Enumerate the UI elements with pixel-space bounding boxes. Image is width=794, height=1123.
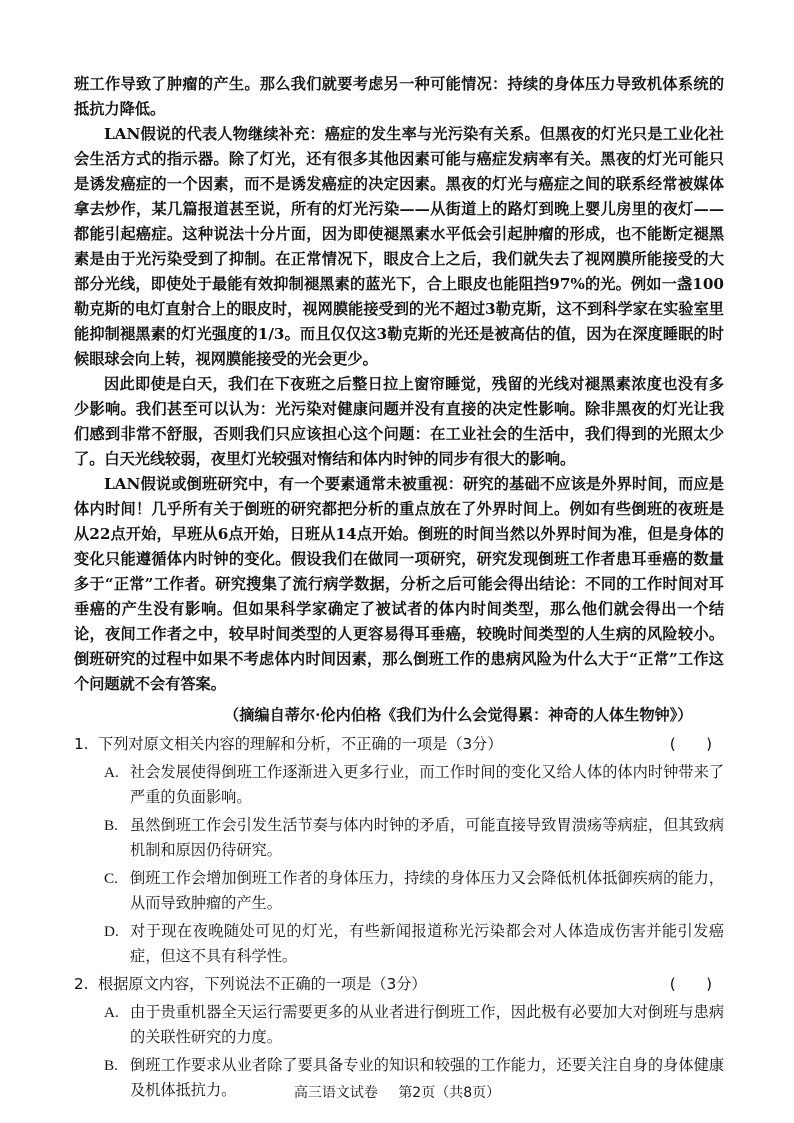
question-stem — [74, 972, 724, 997]
option-label: A. — [104, 764, 119, 781]
paragraph-2: LAN假说的代表人物继续补充：癌症的发生率与光污染有关系。但黑夜的灯光只是工业化社会生活方式的指示器。除了灯光，还有很多其他因素可能与癌症发病率有关。黑夜的灯光可能只是诱发癌症的一个因素，而不是诱发癌症的决定因素。黑夜的灯光与癌症之间的联系经常被媒体拿去炒作，某几篇报道甚至说，所有的灯光污染——从街道上的路灯到晚上婴儿房里的夜灯——都能引起癌症。这种说法十分片面，因为即使褪黑素水平低会引起肿瘤的形成，也不能断定褪黑素是由于光污染受到了抑制。在正常情况下，眼皮合上之后，我们就失去了视网膜所能接受的大部分光线，即使处于最能有效抑制褪黑素的蓝光下，合上眼皮也能阻挡97%的光。例如一盏100勒克斯的电灯直射合上的眼皮时，视网膜能接受到的光不超过3勒克斯，这不到科学家在实验室里能抑制褪黑素的灯光强度的1/3。而且仅仅这3勒克斯的光还是被高估的值，因为在深度睡眠的时候眼球会向上转，视网膜能接受的光会更少。 — [74, 125, 724, 368]
option-label: D. — [104, 923, 119, 940]
option-text: 对于现在夜晚随处可见的灯光，有些新闻报道称光污染都会对人体造成伤害并能引发癌症，但这不具有科学性。 — [130, 922, 724, 965]
question-number: 2. — [74, 975, 89, 993]
option-a — [104, 1000, 724, 1050]
paragraph-4: LAN假说或倒班研究中，有一个要素通常未被重视：研究的基础不应该是外界时间，而应是体内时间！几乎所有关于倒班的研究都把分析的重点放在了外界时间上。例如有些倒班的夜班是从22点开始，早班从6点开始，日班从14点开始。倒班的时间当然以外界时间为准，但是身体的变化只能遵循体内时钟的变化。假设我们在做同一项研究，研究发现倒班工作者患耳垂癌的数量多于“正常”工作者。研究搜集了流行病学数据，分析之后可能会得出结论：不同的工作时间对耳垂癌的产生没有影响。但如果科学家确定了被试者的体内时间类型，那么他们就会得出一个结论，夜间工作者之中，较早时间类型的人更容易得耳垂癌，较晚时间类型的人生病的风险较小。倒班研究的过程中如果不考虑体内时间因素，那么倒班工作的患病风险为什么大于“正常”工作这个问题就不会有答案。 — [74, 475, 724, 693]
page-number: 第2页（共8页） — [398, 1085, 501, 1101]
option-text: 虽然倒班工作会引发生活节奏与体内时钟的矛盾，可能直接导致胃溃疡等病症，但其致病机制和原因仍待研究。 — [130, 816, 724, 859]
document-body — [74, 72, 724, 1106]
paragraph-3: 因此即使是白天，我们在下夜班之后整日拉上窗帘睡觉，残留的光线对褪黑素浓度也没有多少影响。我们甚至可以认为：光污染对健康问题并没有直接的决定性影响。除非黑夜的灯光让我们感到非常不舒服，否则我们只应该担心这个问题：在工业社会的生活中，我们得到的光照太少了。白天光线较弱，夜里灯光较强对惰结和体内时钟的同步有很大的影响。 — [74, 375, 724, 468]
question-stem — [74, 732, 724, 757]
option-c — [104, 866, 724, 916]
question-1 — [74, 732, 724, 969]
exam-title: 高三语文试卷 — [293, 1085, 378, 1101]
option-text: 倒班工作会增加倒班工作者的身体压力，持续的身体压力又会降低机体抵御疾病的能力，从而导致肿瘤的产生。 — [130, 869, 724, 912]
page-footer — [0, 1082, 794, 1102]
question-number: 1. — [74, 735, 89, 753]
question-text: 下列对原文相关内容的理解和分析，不正确的一项是（3分） — [98, 735, 503, 753]
question-text: 根据原文内容，下列说法不正确的一项是（3分） — [98, 975, 427, 993]
paragraph-1: 班工作导致了肿瘤的产生。那么我们就要考虑另一种可能情况：持续的身体压力导致机体系统的抵抗力降低。 — [74, 75, 724, 118]
source-citation: （摘编自蒂尔·伦内伯格《我们为什么会觉得累：神奇的人体生物钟》） — [224, 706, 693, 724]
answer-blank: ( ) — [669, 735, 712, 753]
option-label: B. — [104, 1057, 118, 1074]
option-label: C. — [104, 870, 118, 887]
option-text: 由于贵重机器全天运行需要更多的从业者进行倒班工作，因此极有必要加大对倒班与患病的关联性研究的力度。 — [130, 1003, 724, 1046]
option-b — [104, 813, 724, 863]
option-d — [104, 919, 724, 969]
option-text: 倒班工作要求从业者除了要具备专业的知识和较强的工作能力，还要关注自身的身体健康及机体抵抗力。 — [130, 1056, 724, 1099]
option-text: 社会发展使得倒班工作逐渐进入更多行业，而工作时间的变化又给人体的体内时钟带来了严重的负面影响。 — [130, 763, 724, 806]
option-a — [104, 760, 724, 810]
option-label: A. — [104, 1004, 119, 1021]
answer-blank: ( ) — [669, 975, 712, 993]
option-label: B. — [104, 817, 118, 834]
